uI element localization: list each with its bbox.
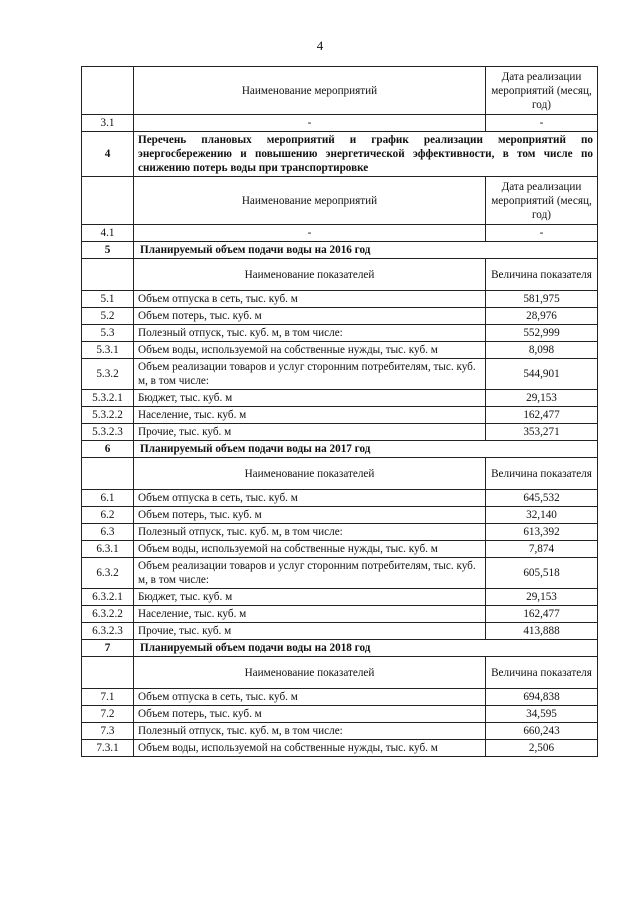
indicator-label: Бюджет, тыс. куб. м [134, 390, 486, 407]
row-number: 7.1 [82, 689, 134, 706]
table-row [82, 291, 598, 308]
activity-header-row [82, 177, 598, 225]
section-number: 4 [82, 132, 134, 177]
section-title: Планируемый объем подачи воды на 2016 год [134, 242, 598, 259]
row-number: 6.2 [82, 507, 134, 524]
empty-cell [82, 458, 134, 490]
section-title: Планируемый объем подачи воды на 2018 год [134, 640, 598, 657]
activity-name-header: Наименование мероприятий [134, 177, 486, 225]
indicator-label: Объем воды, используемой на собственные нужды, тыс. куб. м [134, 342, 486, 359]
indicator-label: Объем воды, используемой на собственные нужды, тыс. куб. м [134, 541, 486, 558]
row-number: 7.2 [82, 706, 134, 723]
indicator-value: 544,901 [486, 359, 598, 390]
indicator-value-header: Величина показателя [486, 259, 598, 291]
table-row [82, 589, 598, 606]
indicator-value: 413,888 [486, 623, 598, 640]
document-table [81, 66, 598, 757]
table-row [82, 558, 598, 589]
indicator-value: 645,532 [486, 490, 598, 507]
table-row [82, 606, 598, 623]
section-number: 6 [82, 441, 134, 458]
row-number: 6.3.2.2 [82, 606, 134, 623]
row-number: 6.1 [82, 490, 134, 507]
table-row [82, 390, 598, 407]
indicator-label: Объем отпуска в сеть, тыс. куб. м [134, 291, 486, 308]
indicator-value: 613,392 [486, 524, 598, 541]
indicator-header-row [82, 259, 598, 291]
row-number: 4.1 [82, 225, 134, 242]
indicator-label: Объем воды, используемой на собственные нужды, тыс. куб. м [134, 740, 486, 757]
section-row [82, 242, 598, 259]
section-row [82, 132, 598, 177]
indicator-label: Бюджет, тыс. куб. м [134, 589, 486, 606]
empty-cell [82, 67, 134, 115]
indicator-value: 353,271 [486, 424, 598, 441]
table-row [82, 359, 598, 390]
indicator-label: Полезный отпуск, тыс. куб. м, в том числе: [134, 723, 486, 740]
indicator-value: 162,477 [486, 407, 598, 424]
indicator-label: Объем отпуска в сеть, тыс. куб. м [134, 689, 486, 706]
table-row [82, 623, 598, 640]
activity-name: - [134, 115, 486, 132]
row-number: 5.3 [82, 325, 134, 342]
indicator-name-header: Наименование показателей [134, 259, 486, 291]
activity-date-header: Дата реализации мероприятий (месяц, год) [486, 67, 598, 115]
row-number: 5.3.2.2 [82, 407, 134, 424]
row-number: 6.3 [82, 524, 134, 541]
indicator-label: Объем реализации товаров и услуг сторонним потребителям, тыс. куб. м, в том числе: [134, 359, 486, 390]
indicator-label: Прочие, тыс. куб. м [134, 424, 486, 441]
row-number: 5.3.1 [82, 342, 134, 359]
indicator-value: 660,243 [486, 723, 598, 740]
row-number: 5.3.2.1 [82, 390, 134, 407]
row-number: 6.3.2.3 [82, 623, 134, 640]
indicator-value: 694,838 [486, 689, 598, 706]
table-row [82, 689, 598, 706]
table-row [82, 723, 598, 740]
row-number: 5.2 [82, 308, 134, 325]
table-row [82, 706, 598, 723]
indicator-label: Объем потерь, тыс. куб. м [134, 706, 486, 723]
row-number: 6.3.2.1 [82, 589, 134, 606]
table-row [82, 342, 598, 359]
activity-date: - [486, 115, 598, 132]
indicator-value: 29,153 [486, 589, 598, 606]
row-number: 7.3.1 [82, 740, 134, 757]
indicator-value-header: Величина показателя [486, 657, 598, 689]
row-number: 6.3.1 [82, 541, 134, 558]
section-title: Планируемый объем подачи воды на 2017 год [134, 441, 598, 458]
indicator-name-header: Наименование показателей [134, 458, 486, 490]
indicator-value: 2,506 [486, 740, 598, 757]
section-number: 7 [82, 640, 134, 657]
table-row [82, 507, 598, 524]
indicator-label: Объем потерь, тыс. куб. м [134, 507, 486, 524]
indicator-label: Население, тыс. куб. м [134, 606, 486, 623]
table-row [82, 740, 598, 757]
row-number: 5.3.2 [82, 359, 134, 390]
table-row [82, 424, 598, 441]
activity-name-header: Наименование мероприятий [134, 67, 486, 115]
indicator-label: Объем реализации товаров и услуг сторонним потребителям, тыс. куб. м, в том числе: [134, 558, 486, 589]
table-row [82, 115, 598, 132]
table-row [82, 225, 598, 242]
table-row [82, 325, 598, 342]
section-number: 5 [82, 242, 134, 259]
table-row [82, 407, 598, 424]
section-row [82, 640, 598, 657]
indicator-header-row [82, 458, 598, 490]
indicator-header-row [82, 657, 598, 689]
indicator-label: Полезный отпуск, тыс. куб. м, в том числе: [134, 524, 486, 541]
row-number: 3.1 [82, 115, 134, 132]
indicator-label: Полезный отпуск, тыс. куб. м, в том числе: [134, 325, 486, 342]
indicator-label: Объем потерь, тыс. куб. м [134, 308, 486, 325]
empty-cell [82, 657, 134, 689]
activity-date-header: Дата реализации мероприятий (месяц, год) [486, 177, 598, 225]
indicator-value: 28,976 [486, 308, 598, 325]
row-number: 5.3.2.3 [82, 424, 134, 441]
row-number: 7.3 [82, 723, 134, 740]
indicator-value: 29,153 [486, 390, 598, 407]
table-row [82, 490, 598, 507]
indicator-value: 552,999 [486, 325, 598, 342]
empty-cell [82, 259, 134, 291]
empty-cell [82, 177, 134, 225]
activity-date: - [486, 225, 598, 242]
indicator-label: Прочие, тыс. куб. м [134, 623, 486, 640]
indicator-value: 34,595 [486, 706, 598, 723]
activity-name: - [134, 225, 486, 242]
table-row [82, 308, 598, 325]
indicator-value-header: Величина показателя [486, 458, 598, 490]
table-row [82, 541, 598, 558]
page-number: 4 [316, 38, 324, 53]
activity-header-row [82, 67, 598, 115]
indicator-value: 605,518 [486, 558, 598, 589]
table-row [82, 524, 598, 541]
indicator-value: 162,477 [486, 606, 598, 623]
section-title: Перечень плановых мероприятий и график реализации мероприятий по энергосбережению и повышению энергетической эффективности, в том числе по снижению потерь воды при транспортировке [134, 132, 598, 177]
indicator-label: Население, тыс. куб. м [134, 407, 486, 424]
section-row [82, 441, 598, 458]
indicator-value: 581,975 [486, 291, 598, 308]
row-number: 6.3.2 [82, 558, 134, 589]
indicator-value: 7,874 [486, 541, 598, 558]
row-number: 5.1 [82, 291, 134, 308]
indicator-label: Объем отпуска в сеть, тыс. куб. м [134, 490, 486, 507]
indicator-name-header: Наименование показателей [134, 657, 486, 689]
indicator-value: 8,098 [486, 342, 598, 359]
indicator-value: 32,140 [486, 507, 598, 524]
